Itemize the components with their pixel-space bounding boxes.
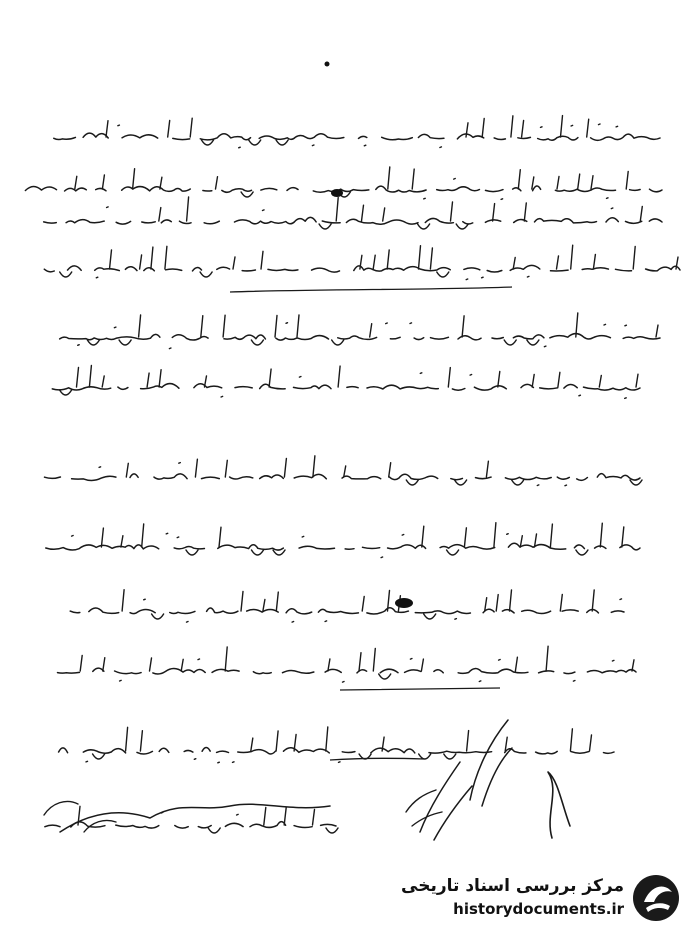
handwriting-marks-12 [78,806,338,833]
handwriting-line-5 [60,334,660,341]
watermark-title: مرکز بررسی اسناد تاریخی [401,876,624,896]
handwriting-marks-6 [60,366,638,399]
handwriting-marks-5 [78,313,658,349]
underline-line-12 [330,758,424,760]
handwriting-line-7 [45,474,641,481]
signature-stroke-2 [470,720,512,806]
handwriting-marks-7 [99,456,642,486]
handwriting-lines [13,116,680,833]
ink-blot-1 [331,189,343,197]
watermark [401,872,690,924]
handwriting-marks-9 [122,590,621,622]
signature-block [44,720,570,840]
handwriting-line-3 [32,217,662,224]
handwriting-line-10 [45,668,636,674]
archive-seal-icon [628,872,684,924]
handwriting-marks-1 [106,116,618,148]
handwriting-marks-4 [60,245,678,279]
handwriting-line-11 [59,747,614,754]
handwriting-marks-10 [80,646,634,682]
handwriting-marks-11 [86,727,592,763]
handwriting-line-4 [30,265,680,272]
ink-blot-3 [325,62,330,67]
underline-line-11 [340,688,500,690]
handwriting-line-6 [41,384,640,391]
handwriting-line-9 [59,608,624,614]
ink-blots [325,62,414,609]
signature-stroke-1 [548,772,570,838]
underline-marks [230,287,512,760]
handwriting-marks-2 [75,167,628,199]
signature-stroke-4 [406,790,442,826]
signature-stroke-5 [60,804,330,832]
handwriting-marks-8 [72,523,624,558]
watermark-url: historydocuments.ir [453,900,624,918]
ink-blot-2 [395,598,413,608]
signature-stroke-3 [420,762,472,840]
handwriting-line-1 [54,133,660,140]
underline-line-4 [230,287,512,292]
